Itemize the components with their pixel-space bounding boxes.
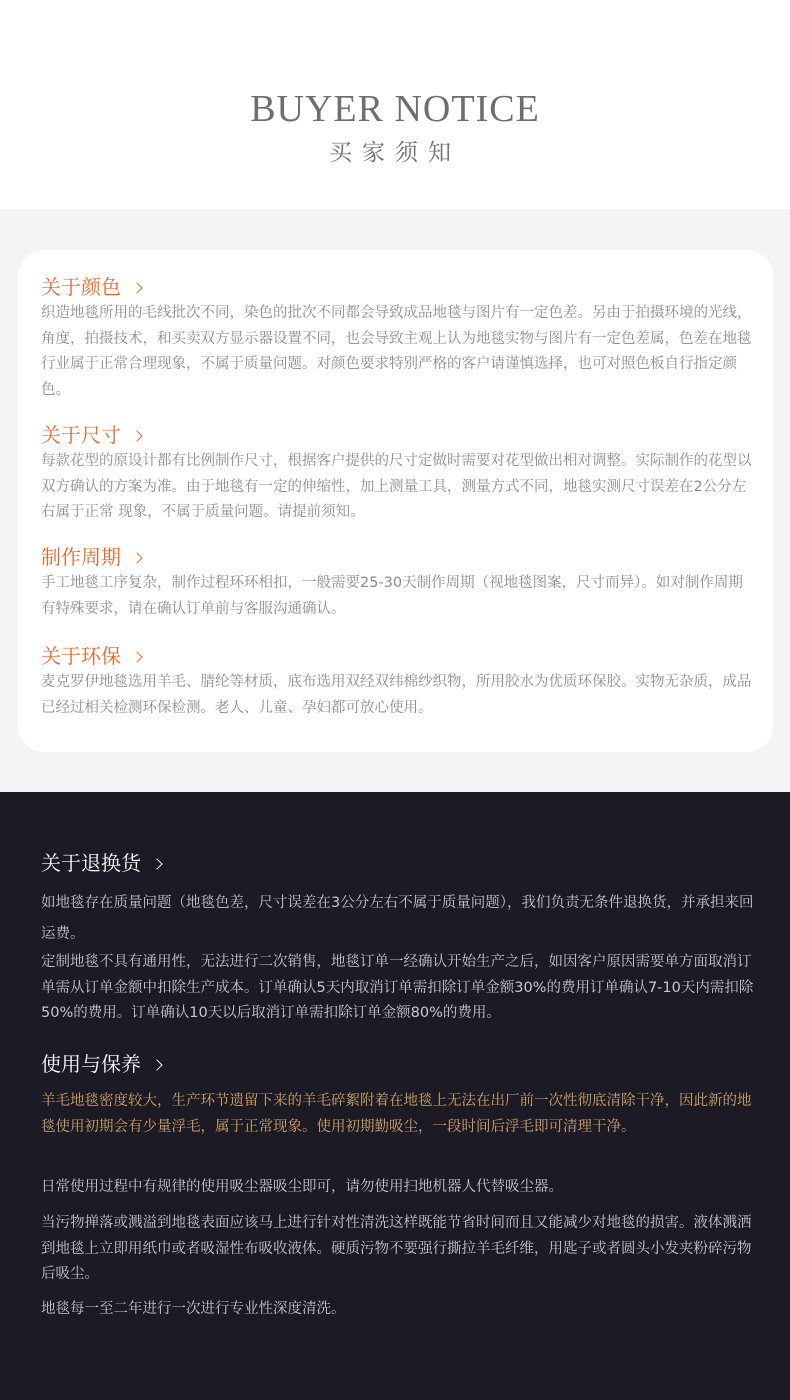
- chevron-right-icon: [131, 282, 142, 293]
- section-size-body: 每款花型的原设计都有比例制作尺寸，根据客户提供的尺寸定做时需要对花型做出相对调整。实际制作的花型以双方确认的方案为准。由于地毯有一定的伸缩性，加上测量工具，测量方式不同，地毯实测尺寸误差在2公分左右属于正常 现象，不属于质量问题。请提前须知。: [41, 453, 752, 520]
- section-size-title: 关于尺寸: [41, 423, 121, 447]
- section-size-header[interactable]: [41, 420, 141, 450]
- care-paragraph-1: 羊毛地毯密度较大，生产环节遗留下来的羊毛碎絮附着在地毯上无法在出厂前一次性彻底清除干净，因此新的地毯使用初期会有少量浮毛，属于正常现象。使用初期勤吸尘，一段时间后浮毛即可清理干净。: [41, 1093, 752, 1135]
- section-color-header[interactable]: [41, 272, 141, 302]
- page-subtitle: 买家须知: [329, 140, 461, 166]
- chevron-right-icon: [131, 552, 142, 563]
- section-eco-title: 关于环保: [41, 644, 121, 668]
- returns-paragraph-1: 如地毯存在质量问题（地毯色差，尺寸误差在3公分左右不属于质量问题），我们负责无条件退换货，并承担来回运费。: [41, 895, 754, 942]
- policy-panel: [0, 792, 790, 1400]
- section-cycle-title: 制作周期: [41, 545, 121, 569]
- chevron-right-icon: [151, 1059, 162, 1070]
- page-title: BUYER NOTICE: [250, 88, 540, 130]
- care-paragraph-4: 地毯每一至二年进行一次进行专业性深度清洗。: [41, 1301, 346, 1317]
- care-paragraph-3: 当污物掸落或溅溢到地毯表面应该马上进行针对性清洗这样既能节省时间而且又能减少对地毯的损害。液体溅洒到地毯上立即用纸巾或者吸湿性布吸收液体。硬质污物不要强行撕拉羊毛纤维，用匙子或者圆头小发夹粉碎污物后吸尘。: [41, 1215, 752, 1282]
- section-color-body: 织造地毯所用的毛线批次不同，染色的批次不同都会导致成品地毯与图片有一定色差。另由于拍摄环境的光线，角度，拍摄技术，和买卖双方显示器设置不同，也会导致主观上认为地毯实物与图片有一定色差属，色差在地毯行业属于正常合理现象，不属于质量问题。对颜色要求特别严格的客户请谨慎选择，也可对照色板自行指定颜色。: [41, 305, 752, 398]
- chevron-right-icon: [131, 430, 142, 441]
- section-cycle-header[interactable]: [41, 542, 141, 572]
- care-header[interactable]: [41, 1049, 161, 1079]
- care-title: 使用与保养: [41, 1052, 141, 1076]
- section-eco-header[interactable]: [41, 641, 141, 671]
- returns-title: 关于退换货: [41, 851, 141, 875]
- returns-paragraph-2: 定制地毯不具有通用性，无法进行二次销售，地毯订单一经确认开始生产之后，如因客户原因需要单方面取消订单需从订单金额中扣除生产成本。订单确认5天内取消订单需扣除订单金额30%的费用订单确认7-10天内需扣除50%的费用。订单确认10天以后取消订单需扣除订单金额80%的费用。: [41, 954, 754, 1021]
- chevron-right-icon: [151, 858, 162, 869]
- notice-card: [18, 250, 773, 752]
- header: [0, 0, 790, 209]
- section-cycle-body: 手工地毯工序复杂，制作过程环环相扣，一般需要25-30天制作周期（视地毯图案，尺寸而异）。如对制作周期有特殊要求，请在确认订单前与客服沟通确认。: [41, 575, 743, 617]
- chevron-right-icon: [131, 651, 142, 662]
- section-color-title: 关于颜色: [41, 275, 121, 299]
- section-eco-body: 麦克罗伊地毯选用羊毛、腈纶等材质，底布选用双经双纬棉纱织物，所用胶水为优质环保胶。实物无杂质，成品已经过相关检测环保检测。老人、儿童、孕妇都可放心使用。: [41, 674, 752, 716]
- returns-header[interactable]: [41, 848, 161, 878]
- care-paragraph-2: 日常使用过程中有规律的使用吸尘器吸尘即可，请勿使用扫地机器人代替吸尘器。: [41, 1179, 563, 1195]
